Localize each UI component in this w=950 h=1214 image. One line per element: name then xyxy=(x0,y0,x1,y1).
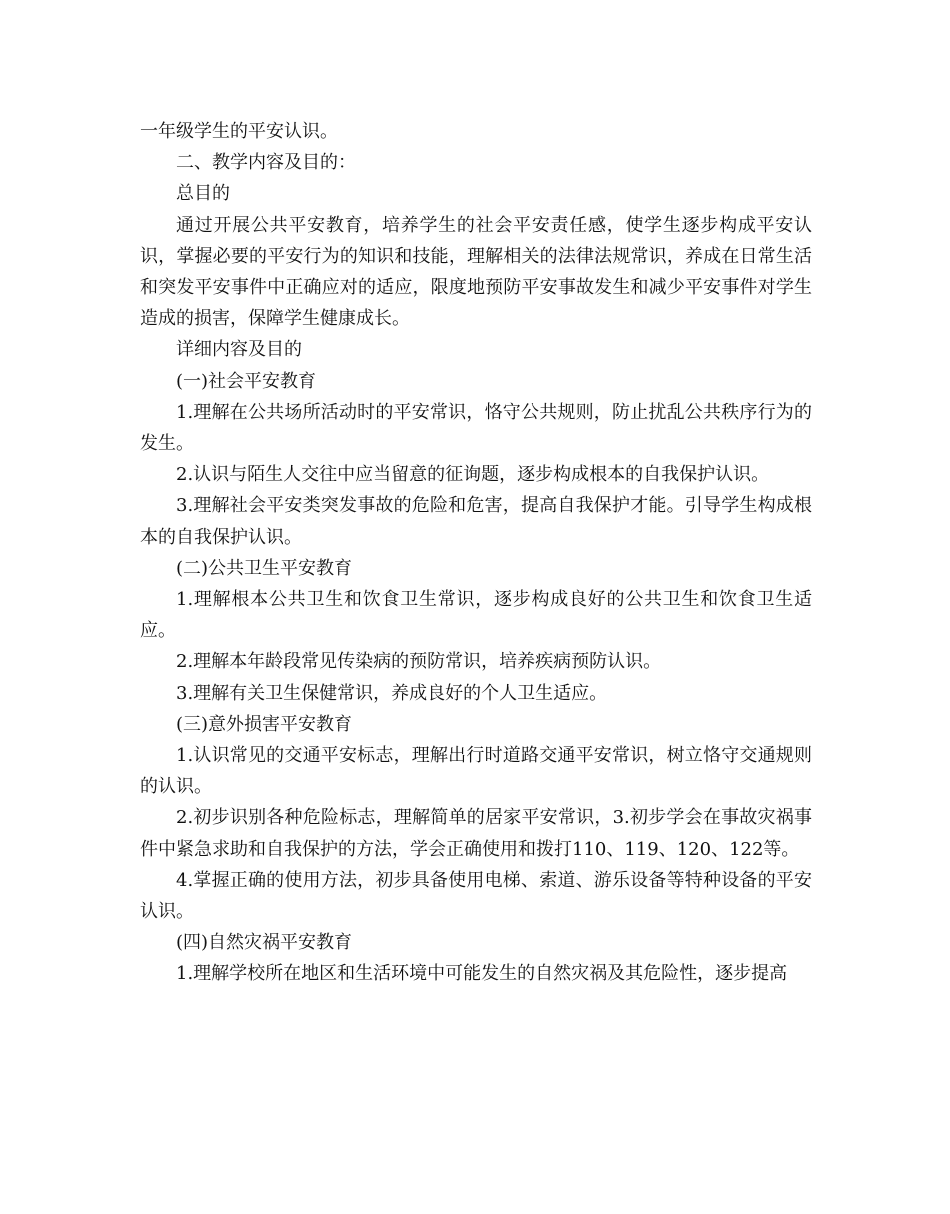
list-item: 3.理解有关卫生保健常识，养成良好的个人卫生适应。 xyxy=(176,682,608,704)
section-heading-content-goals: 二、教学内容及目的： xyxy=(176,152,356,174)
subheading-overall-goal: 总目的 xyxy=(176,183,230,205)
paragraph-overall-goal: 通过开展公共平安教育，培养学生的社会平安责任感，使学生逐步构成平安认识，掌握必要的平安行为的知识和技能，理解相关的法律法规常识，养成在日常生活和突发平安事件中正确应对的适应，限度地预防平安事故发生和减少平安事件对学生造成的损害，保障学生健康成长。 xyxy=(140,214,812,330)
list-item: 2.初步识别各种危险标志，理解简单的居家平安常识，3.初步学会在事故灾祸事件中紧急求助和自我保护的方法，学会正确使用和拨打110、119、120、122等。 xyxy=(140,807,812,860)
subheading-accident-safety: (三)意外损害平安教育 xyxy=(176,713,353,735)
subheading-social-safety: (一)社会平安教育 xyxy=(176,370,317,392)
list-item: 1.理解学校所在地区和生活环境中可能发生的自然灾祸及其危险性，逐步提高 xyxy=(176,963,788,985)
subheading-detailed-content: 详细内容及目的 xyxy=(176,339,302,361)
list-item: 2.理解本年龄段常见传染病的预防常识，培养疾病预防认识。 xyxy=(176,651,662,673)
list-item: 4.掌握正确的使用方法，初步具备使用电梯、索道、游乐设备等特种设备的平安认识。 xyxy=(140,869,812,923)
list-item: 1.理解根本公共卫生和饮食卫生常识，逐步构成良好的公共卫生和饮食卫生适应。 xyxy=(140,589,812,642)
document-body xyxy=(140,116,812,990)
paragraph-continuation: 一年级学生的平安认识。 xyxy=(140,121,338,142)
list-item: 3.理解社会平安类突发事故的危险和危害，提高自我保护才能。引导学生构成根本的自我保护认识。 xyxy=(140,495,812,548)
list-item: 1.理解在公共场所活动时的平安常识，恪守公共规则，防止扰乱公共秩序行为的发生。 xyxy=(140,401,812,455)
subheading-natural-disaster: (四)自然灾祸平安教育 xyxy=(176,932,353,954)
list-item: 2.认识与陌生人交往中应当留意的征询题，逐步构成根本的自我保护认识。 xyxy=(176,464,770,486)
subheading-public-health: (二)公共卫生平安教育 xyxy=(176,557,353,579)
list-item: 1.认识常见的交通平安标志，理解出行时道路交通平安常识，树立恪守交通规则的认识。 xyxy=(140,745,812,798)
